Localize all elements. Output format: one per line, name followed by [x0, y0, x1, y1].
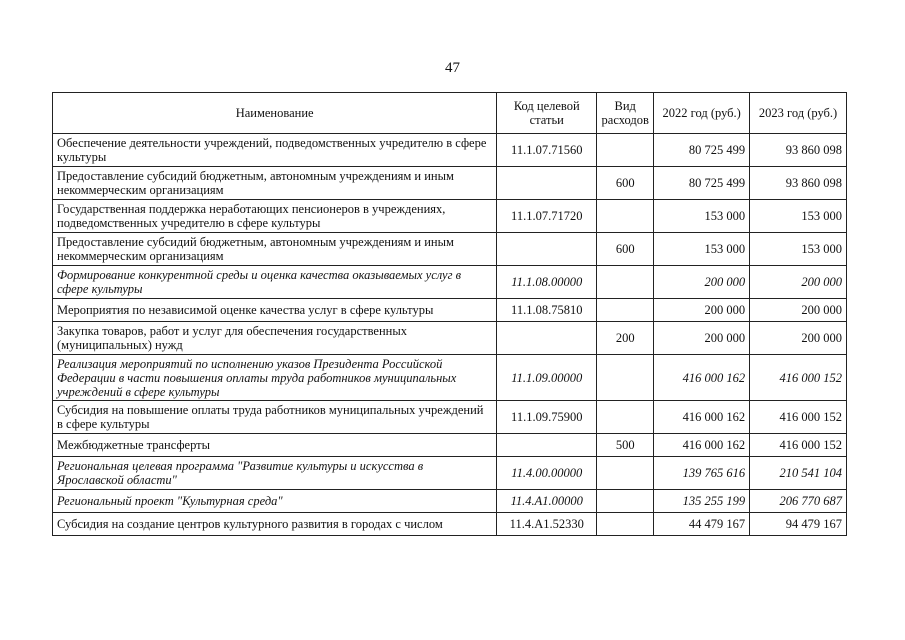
row-2022: 80 725 499: [654, 167, 750, 200]
header-code: Код целевой статьи: [497, 93, 597, 134]
row-code: 11.1.07.71720: [497, 200, 597, 233]
header-type: Вид расходов: [597, 93, 654, 134]
row-name: Реализация мероприятий по исполнению указов Президента Российской Федерации в части повышения оплаты труда работников муниципальных учреждений в сфере культуры: [53, 355, 497, 401]
row-type: [597, 299, 654, 322]
row-2022: 153 000: [654, 233, 750, 266]
row-type: [597, 457, 654, 490]
row-2022: 200 000: [654, 322, 750, 355]
table-row: [53, 355, 847, 401]
row-name: Региональный проект "Культурная среда": [53, 490, 497, 513]
row-2023: 153 000: [750, 233, 847, 266]
row-2023: 200 000: [750, 322, 847, 355]
row-name: Предоставление субсидий бюджетным, автономным учреждениям и иным некоммерческим организациям: [53, 233, 497, 266]
row-code: 11.4.00.00000: [497, 457, 597, 490]
row-type: 200: [597, 322, 654, 355]
row-type: [597, 266, 654, 299]
table-row: [53, 434, 847, 457]
row-code: 11.1.08.75810: [497, 299, 597, 322]
table-row: [53, 299, 847, 322]
row-name: Обеспечение деятельности учреждений, подведомственных учредителю в сфере культуры: [53, 134, 497, 167]
row-2022: 135 255 199: [654, 490, 750, 513]
row-code: [497, 322, 597, 355]
row-2023: 416 000 152: [750, 434, 847, 457]
row-2022: 44 479 167: [654, 513, 750, 536]
row-2023: 210 541 104: [750, 457, 847, 490]
row-type: [597, 490, 654, 513]
row-2022: 416 000 162: [654, 401, 750, 434]
row-2023: 200 000: [750, 266, 847, 299]
row-code: 11.4.A1.00000: [497, 490, 597, 513]
row-2023: 93 860 098: [750, 134, 847, 167]
row-name: Закупка товаров, работ и услуг для обеспечения государственных (муниципальных) нужд: [53, 322, 497, 355]
header-name: Наименование: [53, 93, 497, 134]
row-2023: 93 860 098: [750, 167, 847, 200]
row-name: Государственная поддержка неработающих пенсионеров в учреждениях, подведомственных учредителю в сфере культуры: [53, 200, 497, 233]
row-code: 11.1.09.75900: [497, 401, 597, 434]
row-2022: 200 000: [654, 266, 750, 299]
table-row: [53, 200, 847, 233]
row-code: [497, 233, 597, 266]
table-header-row: [53, 93, 847, 134]
page-number: 47: [445, 60, 460, 76]
row-name: Формирование конкурентной среды и оценка качества оказываемых услуг в сфере культуры: [53, 266, 497, 299]
row-2022: 200 000: [654, 299, 750, 322]
table-row: [53, 134, 847, 167]
table-row: [53, 513, 847, 536]
row-2023: 206 770 687: [750, 490, 847, 513]
row-2022: 416 000 162: [654, 434, 750, 457]
header-2023: 2023 год (руб.): [750, 93, 847, 134]
budget-table: [52, 92, 847, 536]
row-code: [497, 434, 597, 457]
row-2022: 80 725 499: [654, 134, 750, 167]
row-type: [597, 134, 654, 167]
row-code: 11.1.09.00000: [497, 355, 597, 401]
row-2023: 416 000 152: [750, 401, 847, 434]
table-row: [53, 233, 847, 266]
row-code: 11.4.A1.52330: [497, 513, 597, 536]
row-2023: 416 000 152: [750, 355, 847, 401]
table-row: [53, 322, 847, 355]
row-code: [497, 167, 597, 200]
row-name: Мероприятия по независимой оценке качества услуг в сфере культуры: [53, 299, 497, 322]
row-type: [597, 200, 654, 233]
table-row: [53, 401, 847, 434]
row-2023: 200 000: [750, 299, 847, 322]
row-type: 600: [597, 233, 654, 266]
row-2023: 153 000: [750, 200, 847, 233]
header-2022: 2022 год (руб.): [654, 93, 750, 134]
row-name: Субсидия на создание центров культурного развития в городах с числом: [53, 513, 497, 536]
row-2022: 139 765 616: [654, 457, 750, 490]
row-2022: 416 000 162: [654, 355, 750, 401]
row-name: Субсидия на повышение оплаты труда работников муниципальных учреждений в сфере культуры: [53, 401, 497, 434]
row-code: 11.1.07.71560: [497, 134, 597, 167]
row-type: [597, 513, 654, 536]
row-type: 500: [597, 434, 654, 457]
row-2022: 153 000: [654, 200, 750, 233]
row-name: Региональная целевая программа "Развитие культуры и искусства в Ярославской области": [53, 457, 497, 490]
row-2023: 94 479 167: [750, 513, 847, 536]
row-type: 600: [597, 167, 654, 200]
row-type: [597, 401, 654, 434]
row-name: Межбюджетные трансферты: [53, 434, 497, 457]
row-name: Предоставление субсидий бюджетным, автономным учреждениям и иным некоммерческим организациям: [53, 167, 497, 200]
table-row: [53, 167, 847, 200]
table-row: [53, 457, 847, 490]
table-row: [53, 490, 847, 513]
row-type: [597, 355, 654, 401]
row-code: 11.1.08.00000: [497, 266, 597, 299]
table-row: [53, 266, 847, 299]
